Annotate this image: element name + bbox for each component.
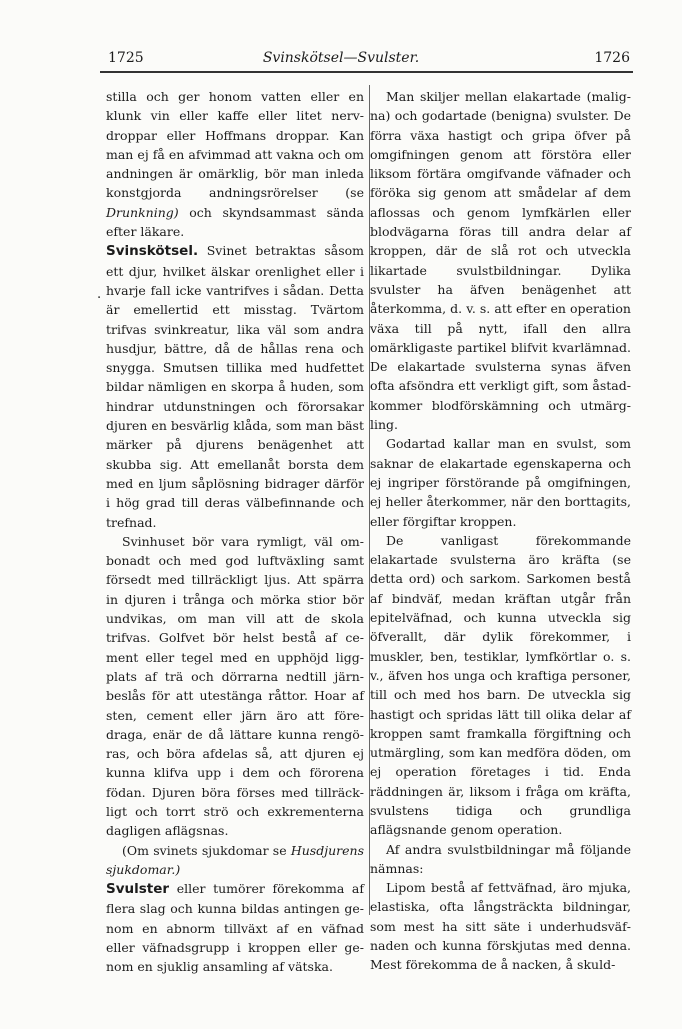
entry-svinskotsel: Svinskötsel. Svinet betraktas såsom ett djur, hvilket älskar orenlighet eller i hvarje fall icke vantrifves i sådan. Detta är emellertid ett misstag. Tvärtom trifvas svinkreatur, lika väl som andra husdjur, bättre, då de hållas rena och snygga. Smutsen tillika med hudfettet bildar nämligen en skorpa å huden, som hindrar utdunstningen och förorsakar djuren en besvärlig klåda, som man bäst märker på djurens benägenhet att skubba sig. Att emellanåt borsta dem med en ljum såplösning bidrager därför i hög grad till deras välbefinnande och trefnad. xyxy=(106,243,364,530)
paragraph: stilla och ger honom vatten eller en klunk vin eller kaffe eller litet nervdroppar eller Hoffmans droppar. Kan man ej få en afvimmad att vakna och om andningen är omärklig, bör man inleda konstgjorda andningsrörelser (se Drunkning) och skyndsammast sända efter läkare. xyxy=(106,89,364,240)
page-header xyxy=(0,50,682,72)
paragraph: Man skiljer mellan elakartade (maligna) och godartade (benigna) svulster. De förra växa hastigt och gripa öfver på omgifningen genom att förstöra eller liksom förtära omgifvande väfnader och föröka sig genom att smådelar af dem aflossas och genom lymfkärlen eller blodvägarna föras till andra delar af kroppen, där de slå rot och utveckla likartade svulstbildningar. Dylika svulster ha äfven benägenhet att återkomma, d. v. s. att efter en operation växa till på nytt, ifall den allra omärkligaste partikel blifvit kvarlämnad. De elakartade svulsterna synas äfven ofta afsöndra ett verkligt gift, som åstadkommer blodförskämning och utmärgling. xyxy=(370,89,631,433)
entry-term: Svulster xyxy=(106,881,170,898)
page-number-right: 1726 xyxy=(594,50,630,66)
paragraph: Godartad kallar man en svulst, som saknar de elakartade egenskaperna och ej ingriper förstörande på omgifningen, ej heller återkommer, när den borttagits, eller förgiftar kroppen. xyxy=(370,436,631,529)
paragraph: Lipom bestå af fettväfnad, äro mjuka, elastiska, ofta långsträckta bildningar, som mest ha sitt säte i underhudsväfnaden och kunna förskjutas med denna. Mest förekomma de å nacken, å skuld- xyxy=(370,880,631,973)
margin-mark: . xyxy=(97,287,102,302)
paragraph: Svinhuset bör vara rymligt, väl ombonadt och med god luftväxling samt försedt med tillräckligt ljus. Att spärra in djuren i trånga och mörka stior bör undvikas, om man vill att de skola trifvas. Golfvet bör helst bestå af cement eller tegel med en upphöjd liggplats af trä och dörrarna nedtill järnbeslås för att utestänga råttor. Hoar af sten, cement eller järn äro att föredraga, enär de då lättare kunna rengöras, och böra afdelas så, att djuren ej kunna klifva upp i dem och förorena födan. Djuren böra förses med tillräckligt och torrt strö och exkrementerna dagligen aflägsnas. xyxy=(106,533,364,839)
cross-reference: (Om svinets sjukdomar se Husdjurens sjukdomar.) xyxy=(106,842,364,877)
running-title: Svinskötsel—Svulster. xyxy=(262,50,420,66)
header-rule xyxy=(100,71,633,73)
paragraph: De vanligast förekommande elakartade svulsterna äro kräfta (se detta ord) och sarkom. Sarkomen bestå af bindväf, medan kräftan utgår från epitelväfnad, och kunna utveckla sig öfverallt, där dylik förekommer, i muskler, ben, testiklar, lymfkörtlar o. s. v., äfven hos unga och kraftiga personer, till och med hos barn. De utveckla sig hastigt och spridas lätt till olika delar af kroppen samt framkalla förgiftning och utmärgling, som kan medföra döden, om ej operation företages i tid. Enda räddningen är, liksom i fråga om kräfta, svulstens tidiga och grundliga aflägsnande genom operation. xyxy=(370,532,631,838)
right-column xyxy=(370,87,631,975)
left-column xyxy=(106,87,364,977)
entry-svulster: Svulster eller tumörer förekomma af flera slag och kunna bildas antingen genom en abnorm tillväxt af en väfnad eller väfnadsgrupp i kroppen eller genom en sjuklig ansamling af vätska. xyxy=(106,881,364,975)
paragraph: Af andra svulstbildningar må följande nämnas: xyxy=(370,841,631,876)
page-number-left: 1725 xyxy=(108,50,144,66)
entry-term: Svinskötsel. xyxy=(106,243,199,260)
